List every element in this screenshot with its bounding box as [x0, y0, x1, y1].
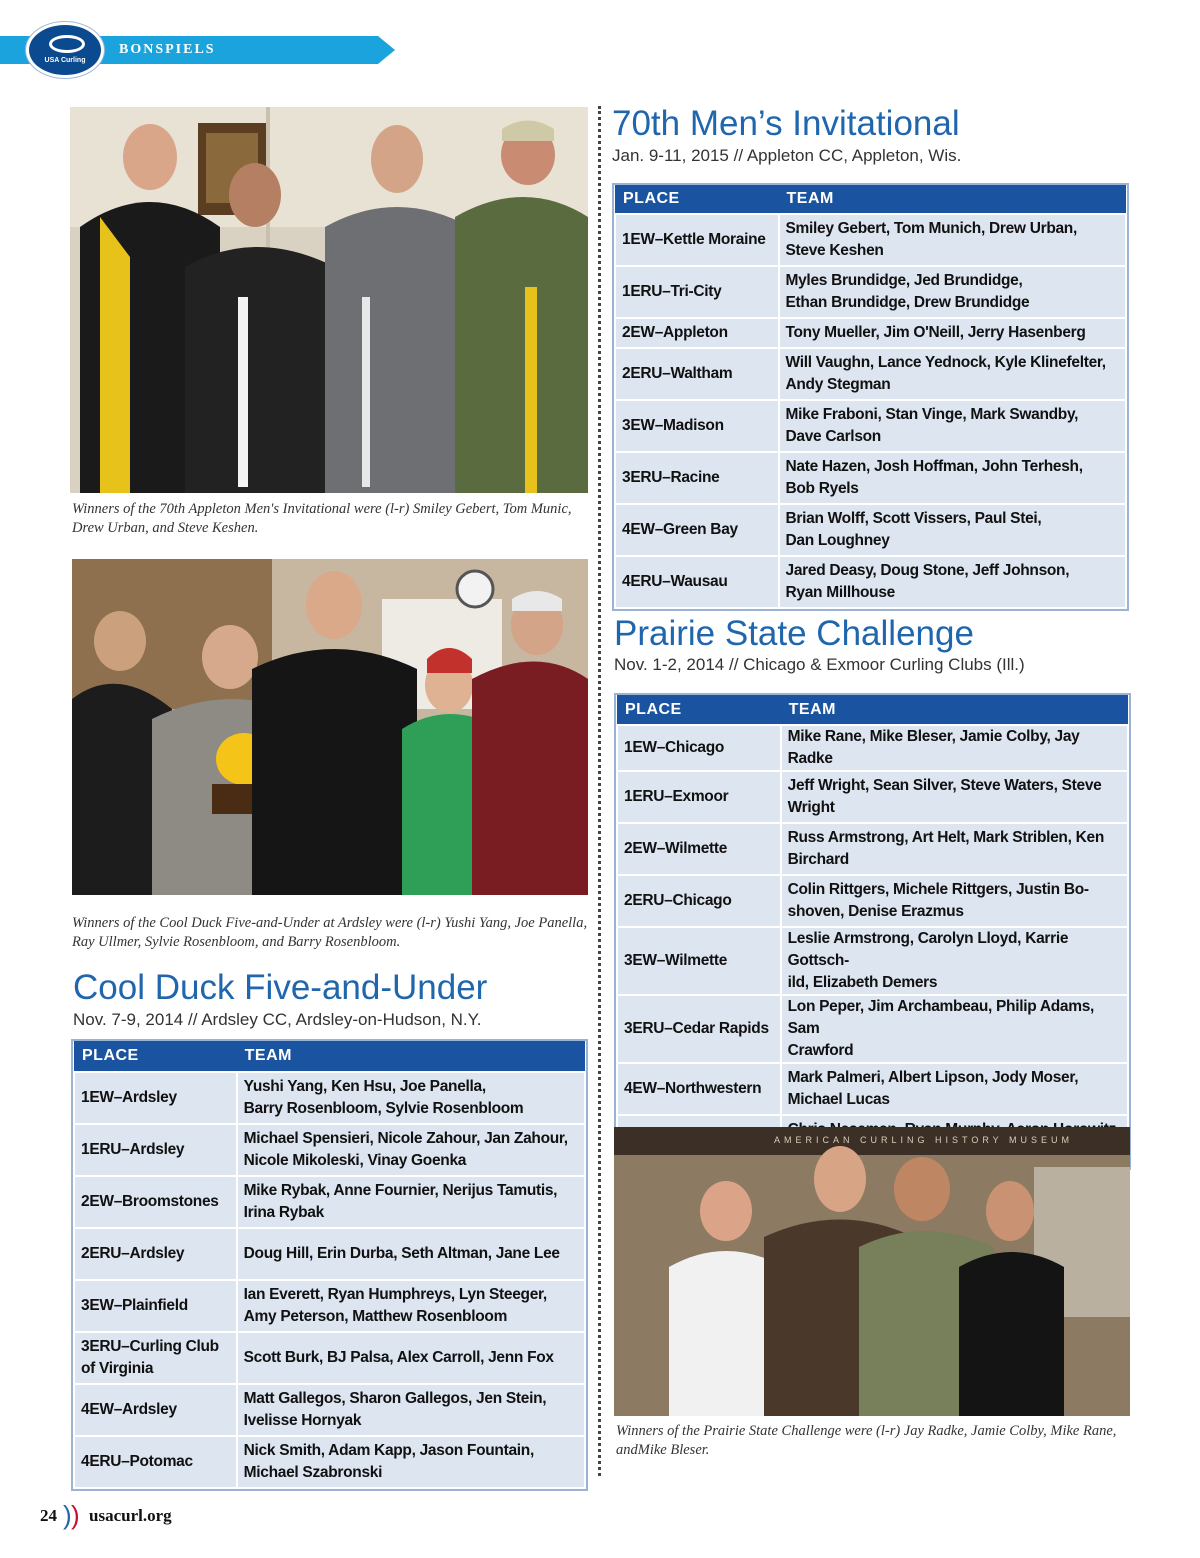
- prairie-winners-photo: [614, 1127, 1130, 1416]
- place-text: 3EW–Madison: [622, 417, 724, 434]
- team-line: Amy Peterson, Matthew Rosenbloom: [243, 1308, 508, 1325]
- team-line: Leslie Armstrong, Carolyn Lloyd, Karrie Gottsch-: [787, 930, 1069, 969]
- mens-subtitle: Jan. 9-11, 2015 // Appleton CC, Appleton, Wis.: [612, 146, 962, 165]
- footer-bracket-icon: ): [63, 1500, 72, 1530]
- team-cell: [779, 556, 1127, 608]
- table-row: [615, 400, 1126, 452]
- table-row: [617, 1063, 1128, 1115]
- team-line: Yushi Yang, Ken Hsu, Joe Panella,: [243, 1078, 486, 1095]
- team-line: Dave Carlson: [785, 428, 881, 445]
- place-text: 2EW–Appleton: [622, 324, 728, 341]
- table-row: [615, 504, 1126, 556]
- table-row: [74, 1228, 585, 1280]
- table-row: [74, 1176, 585, 1228]
- logo-ring-icon: [49, 35, 85, 53]
- place-text: 1ERU–Ardsley: [81, 1141, 185, 1158]
- appleton-winners-photo: [70, 107, 588, 493]
- team-line: Mark Palmeri, Albert Lipson, Jody Moser,: [787, 1069, 1079, 1086]
- table-row: [74, 1072, 585, 1124]
- team-line: Ivelisse Hornyak: [243, 1412, 362, 1429]
- table-row: [74, 1332, 585, 1384]
- place-text: 3ERU–Racine: [622, 469, 720, 486]
- footer-site-link[interactable]: usacurl.org: [89, 1506, 172, 1525]
- table-row: [617, 771, 1128, 823]
- place-cell: [74, 1176, 237, 1228]
- coolduck-subtitle: Nov. 7-9, 2014 // Ardsley CC, Ardsley-on-Hudson, N.Y.: [73, 1010, 482, 1029]
- team-line: Birchard: [787, 851, 849, 868]
- mens-results-table: [614, 185, 1127, 609]
- team-line: Bob Ryels: [785, 480, 859, 497]
- team-line: shoven, Denise Erazmus: [787, 903, 964, 920]
- place-header: PLACE: [74, 1041, 237, 1072]
- team-line: Barry Rosenbloom, Sylvie Rosenbloom: [243, 1100, 524, 1117]
- ardsley-caption: Winners of the Cool Duck Five-and-Under at Ardsley were (l-r) Yushi Yang, Joe Panella, Ray Ullmer, Sylvie Rosenbloom, and Barry Rosenbloom.: [72, 915, 588, 950]
- place-header: PLACE: [615, 185, 779, 214]
- team-line: Tony Mueller, Jim O'Neill, Jerry Hasenberg: [785, 324, 1086, 341]
- table-row: [617, 995, 1128, 1063]
- team-cell: [779, 318, 1127, 348]
- museum-sign: AMERICAN CURLING HISTORY MUSEUM: [774, 1135, 1074, 1145]
- team-line: Jared Deasy, Doug Stone, Jeff Johnson,: [785, 562, 1070, 579]
- place-text: 3ERU–Curling Club: [81, 1338, 219, 1355]
- place-text: 1EW–Chicago: [624, 739, 725, 756]
- place-cell: [74, 1384, 237, 1436]
- place-text: 4ERU–Potomac: [81, 1453, 193, 1470]
- team-line: Jeff Wright, Sean Silver, Steve Waters, Steve: [787, 777, 1102, 794]
- team-line: Mike Rybak, Anne Fournier, Nerijus Tamutis,: [243, 1182, 558, 1199]
- column-divider: [598, 106, 601, 1476]
- place-cell: [615, 400, 779, 452]
- table-row: [617, 725, 1128, 771]
- section-label: BONSPIELS: [119, 42, 216, 57]
- table-header-row: [74, 1041, 585, 1072]
- team-cell: [781, 1063, 1128, 1115]
- place-text: 2ERU–Ardsley: [81, 1245, 185, 1262]
- team-cell: [781, 771, 1128, 823]
- place-text: 1ERU–Exmoor: [624, 788, 729, 805]
- team-cell: [779, 214, 1127, 266]
- table-row: [74, 1384, 585, 1436]
- team-line: Russ Armstrong, Art Helt, Mark Striblen, Ken: [787, 829, 1104, 846]
- place-cell: [74, 1228, 237, 1280]
- table-row: [617, 823, 1128, 875]
- team-line: Ethan Brundidge, Drew Brundidge: [785, 294, 1030, 311]
- place-cell: [615, 556, 779, 608]
- team-line: Irina Rybak: [243, 1204, 324, 1221]
- team-cell: [237, 1176, 585, 1228]
- team-line: Colin Rittgers, Michele Rittgers, Justin Bo-: [787, 881, 1089, 898]
- team-line: Matt Gallegos, Sharon Gallegos, Jen Stein,: [243, 1390, 547, 1407]
- team-header: TEAM: [781, 695, 1128, 725]
- team-cell: [237, 1384, 585, 1436]
- team-line: Will Vaughn, Lance Yednock, Kyle Klinefelter,: [785, 354, 1106, 371]
- place-text: 1EW–Kettle Moraine: [622, 231, 766, 248]
- team-cell: [779, 348, 1127, 400]
- team-cell: [781, 927, 1128, 995]
- team-header: TEAM: [779, 185, 1127, 214]
- team-line: Andy Stegman: [785, 376, 891, 393]
- team-line: Smiley Gebert, Tom Munich, Drew Urban,: [785, 220, 1077, 237]
- appleton-caption: Winners of the 70th Appleton Men's Invitational were (l-r) Smiley Gebert, Tom Munic, Drew Urban, and Steve Keshen.: [72, 501, 572, 536]
- team-header: TEAM: [237, 1041, 585, 1072]
- place-text: 2ERU–Waltham: [622, 365, 733, 382]
- team-line: Myles Brundidge, Jed Brundidge,: [785, 272, 1023, 289]
- prairie-results-table: [616, 695, 1129, 1168]
- team-cell: [779, 400, 1127, 452]
- place-text: 2ERU–Chicago: [624, 892, 732, 909]
- place-cell: [617, 1063, 781, 1115]
- table-row: [615, 266, 1126, 318]
- place-text: of Virginia: [81, 1360, 154, 1377]
- place-text: 2EW–Wilmette: [624, 840, 728, 857]
- table-header-row: [615, 185, 1126, 214]
- team-cell: [781, 995, 1128, 1063]
- team-line: Michael Szabronski: [243, 1464, 383, 1481]
- team-line: Crawford: [787, 1042, 854, 1059]
- team-cell: [779, 266, 1127, 318]
- team-cell: [237, 1280, 585, 1332]
- team-line: Ian Everett, Ryan Humphreys, Lyn Steeger,: [243, 1286, 547, 1303]
- team-line: Doug Hill, Erin Durba, Seth Altman, Jane Lee: [243, 1245, 560, 1262]
- place-cell: [615, 266, 779, 318]
- page-number: 24: [40, 1506, 57, 1525]
- team-cell: [237, 1436, 585, 1488]
- place-cell: [74, 1072, 237, 1124]
- place-cell: [615, 318, 779, 348]
- team-cell: [781, 823, 1128, 875]
- team-cell: [779, 504, 1127, 556]
- coolduck-title: Cool Duck Five-and-Under: [73, 968, 488, 1007]
- place-cell: [615, 452, 779, 504]
- place-cell: [617, 927, 781, 995]
- footer-bracket-icon: ): [71, 1500, 80, 1530]
- team-line: Michael Spensieri, Nicole Zahour, Jan Zahour,: [243, 1130, 568, 1147]
- coolduck-results-table: [73, 1041, 586, 1489]
- place-text: 3ERU–Cedar Rapids: [624, 1020, 769, 1037]
- place-text: 4ERU–Wausau: [622, 573, 728, 590]
- team-cell: [779, 452, 1127, 504]
- table-row: [615, 556, 1126, 608]
- place-cell: [615, 214, 779, 266]
- team-cell: [237, 1332, 585, 1384]
- team-cell: [237, 1228, 585, 1280]
- place-cell: [74, 1280, 237, 1332]
- team-line: Dan Loughney: [785, 532, 890, 549]
- place-cell: [617, 725, 781, 771]
- team-line: Nick Smith, Adam Kapp, Jason Fountain,: [243, 1442, 534, 1459]
- table-header-row: [617, 695, 1128, 725]
- team-line: ild, Elizabeth Demers: [787, 974, 938, 991]
- prairie-subtitle: Nov. 1-2, 2014 // Chicago & Exmoor Curling Clubs (Ill.): [614, 655, 1025, 674]
- prairie-caption: Winners of the Prairie State Challenge were (l-r) Jay Radke, Jamie Colby, Mike Rane, andMike Bleser.: [616, 1423, 1117, 1458]
- team-line: Ryan Millhouse: [785, 584, 895, 601]
- ardsley-winners-photo: [72, 559, 588, 895]
- place-cell: [615, 348, 779, 400]
- team-line: Scott Burk, BJ Palsa, Alex Carroll, Jenn Fox: [243, 1349, 554, 1366]
- table-row: [74, 1436, 585, 1488]
- place-text: 4EW–Northwestern: [624, 1080, 762, 1097]
- team-line: Steve Keshen: [785, 242, 884, 259]
- place-cell: [74, 1332, 237, 1384]
- place-cell: [617, 771, 781, 823]
- logo-text: USA Curling: [44, 57, 86, 64]
- team-line: Wright: [787, 799, 835, 816]
- place-text: 1EW–Ardsley: [81, 1089, 177, 1106]
- table-row: [615, 318, 1126, 348]
- team-cell: [781, 875, 1128, 927]
- team-line: Nicole Mikoleski, Vinay Goenka: [243, 1152, 467, 1169]
- table-row: [615, 214, 1126, 266]
- place-text: 4EW–Ardsley: [81, 1401, 177, 1418]
- table-row: [615, 452, 1126, 504]
- table-row: [74, 1124, 585, 1176]
- table-row: [617, 927, 1128, 995]
- place-header: PLACE: [617, 695, 781, 725]
- usa-curling-logo: [26, 22, 104, 78]
- place-cell: [615, 504, 779, 556]
- place-text: 2EW–Broomstones: [81, 1193, 219, 1210]
- place-text: 1ERU–Tri-City: [622, 283, 722, 300]
- place-cell: [617, 823, 781, 875]
- team-cell: [237, 1072, 585, 1124]
- team-line: Michael Lucas: [787, 1091, 890, 1108]
- place-cell: [74, 1124, 237, 1176]
- team-cell: [781, 725, 1128, 771]
- prairie-title: Prairie State Challenge: [614, 614, 974, 653]
- place-cell: [617, 875, 781, 927]
- place-text: 3EW–Wilmette: [624, 952, 728, 969]
- team-line: Mike Rane, Mike Bleser, Jamie Colby, Jay Radke: [787, 728, 1080, 767]
- team-line: Brian Wolff, Scott Vissers, Paul Stei,: [785, 510, 1042, 527]
- place-text: 4EW–Green Bay: [622, 521, 738, 538]
- place-cell: [74, 1436, 237, 1488]
- mens-title: 70th Men’s Invitational: [612, 104, 960, 143]
- team-line: Lon Peper, Jim Archambeau, Philip Adams, Sam: [787, 998, 1095, 1037]
- place-cell: [617, 995, 781, 1063]
- team-line: Nate Hazen, Josh Hoffman, John Terhesh,: [785, 458, 1083, 475]
- team-cell: [237, 1124, 585, 1176]
- team-line: Mike Fraboni, Stan Vinge, Mark Swandby,: [785, 406, 1079, 423]
- table-row: [617, 875, 1128, 927]
- table-row: [615, 348, 1126, 400]
- place-text: 3EW–Plainfield: [81, 1297, 188, 1314]
- table-row: [74, 1280, 585, 1332]
